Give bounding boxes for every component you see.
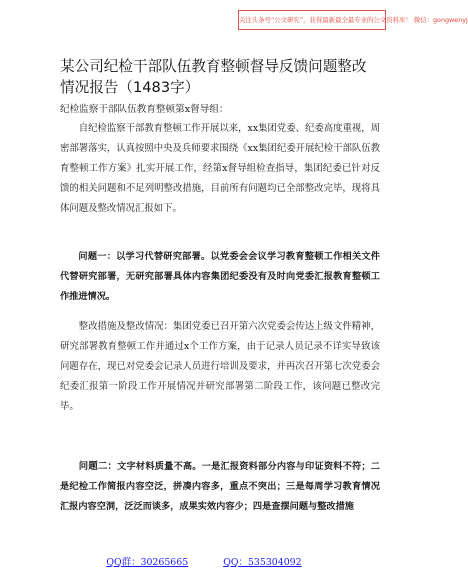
contact-footer <box>0 556 408 570</box>
qq-contact-link[interactable]: QQ：535304092 <box>223 557 302 568</box>
issue-two-paragraph <box>60 457 380 517</box>
measures-one-paragraph: 整改措施及整改情况：集团党委已召开第六次党委会传达上级文件精神，研究部署教育整顿工作并通过x个工作方案，由于记录人员记录不详实导致该问题存在，现已对党委会记录人员进行培训及要求，并再次召开第七次党委会纪委汇报第一阶段工作开展情况并研究部署第二阶段工作，该问题已整改完毕。 <box>60 321 380 412</box>
issue-two-text: 文字材料质量不高。一是汇报资料部分内容与印证资料不符；二是纪检工作简报内容空泛，拼凑内容多，重点不突出；三是每周学习教育情况汇报内容空洞，泛泛而谈多，成果实效内容少；四是查摆问题与整改措施 <box>60 461 380 512</box>
salutation: 纪检监察干部队伍教育整顿第x督导组： <box>60 104 229 115</box>
issue-one-paragraph: 问题一：以学习代替研究部署。以党委会会议学习教育整顿工作相关文件代替研究部署，无研究部署具体内容集团纪委没有及时向党委汇报教育整顿工作推进情况。 <box>60 251 380 302</box>
intro-paragraph: 自纪检监察干部教育整顿工作开展以来，xx集团党委、纪委高度重视，周密部署落实，认真按照中央及兵师要求围绕《xx集团纪委开展纪检干部队伍教育整顿工作方案》扎实开展工作，经第x督导组检查指导，集团纪委已针对反馈的相关问题和不足列明整改措施，目前所有问题均已全部整改完毕，现将具体问题及整改情况汇报如下。 <box>60 123 380 214</box>
qq-group-link[interactable]: QQ群：30265665 <box>106 557 189 568</box>
issue-two-lead: 问题二： <box>78 461 118 472</box>
document-title: 某公司纪检干部队伍教育整顿督导反馈问题整改情况报告（1483字） <box>60 58 367 96</box>
promo-banner: 关注头条号“公文研究”，获得最新最全最专业的公文资料库！ 微信：gongwenyj <box>238 10 386 30</box>
